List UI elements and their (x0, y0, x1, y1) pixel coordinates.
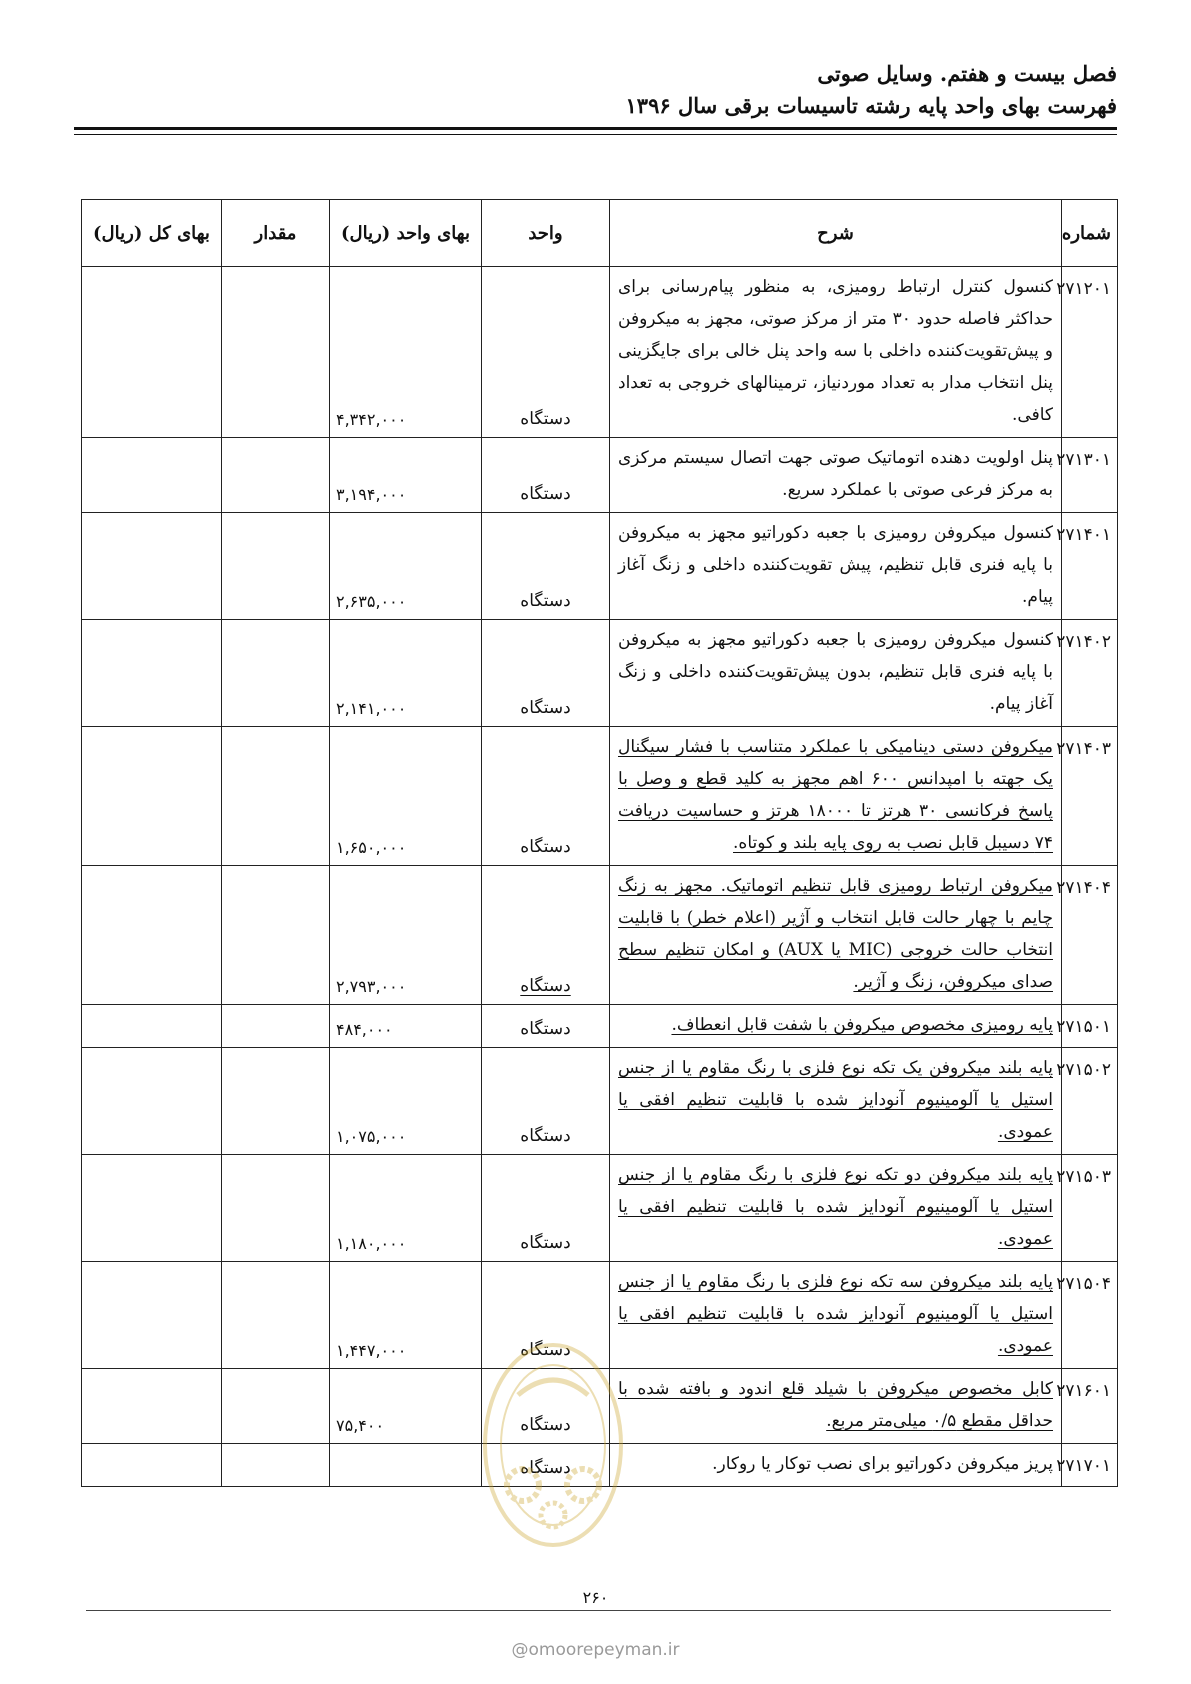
unit-price-cell: ۱,۰۷۵,۰۰۰ (330, 1048, 482, 1155)
description-cell: کابل مخصوص میکروفن با شیلد قلع اندود و بافته شده با حداقل مقطع ۰/۵ میلی‌متر مربع. (610, 1369, 1062, 1444)
table-row (82, 1262, 1118, 1369)
description-cell: پنل اولویت دهنده اتوماتیک صوتی جهت اتصال سیستم مرکزی به مرکز فرعی صوتی با عملکرد سریع. (610, 438, 1062, 513)
total-price-cell (82, 513, 222, 620)
column-header-unit: واحد (482, 200, 610, 267)
description-cell: پایه بلند میکروفن دو تکه نوع فلزی با رنگ مقاوم یا از جنس استیل یا آلومینیوم آنودایز شده با قابلیت تنظیم افقی یا عمودی. (610, 1155, 1062, 1262)
quantity-cell (222, 1155, 330, 1262)
quantity-cell (222, 620, 330, 727)
total-price-cell (82, 1262, 222, 1369)
unit-cell: دستگاه (482, 727, 610, 866)
unit-price-cell: ۴,۳۴۲,۰۰۰ (330, 267, 482, 438)
quantity-cell (222, 267, 330, 438)
total-price-cell (82, 1369, 222, 1444)
unit-cell: دستگاه (482, 267, 610, 438)
table-row (82, 1444, 1118, 1487)
total-price-cell (82, 1155, 222, 1262)
quantity-cell (222, 438, 330, 513)
code-cell: ۲۷۱۵۰۱ (1062, 1005, 1118, 1048)
unit-price-cell: ۱,۱۸۰,۰۰۰ (330, 1155, 482, 1262)
total-price-cell (82, 438, 222, 513)
table-row (82, 513, 1118, 620)
page-header (77, 58, 1117, 122)
price-list-table (81, 199, 1118, 1487)
code-cell: ۲۷۱۴۰۳ (1062, 727, 1118, 866)
description-cell: پریز میکروفن دکوراتیو برای نصب توکار یا روکار. (610, 1444, 1062, 1487)
unit-cell: دستگاه (482, 438, 610, 513)
total-price-cell (82, 727, 222, 866)
unit-price-cell: ۲,۶۳۵,۰۰۰ (330, 513, 482, 620)
unit-cell: دستگاه (482, 1048, 610, 1155)
unit-cell: دستگاه (482, 1262, 610, 1369)
table-row (82, 1005, 1118, 1048)
unit-price-cell: ۴۸۴,۰۰۰ (330, 1005, 482, 1048)
table-row (82, 1155, 1118, 1262)
unit-price-cell: ۲,۱۴۱,۰۰۰ (330, 620, 482, 727)
code-cell: ۲۷۱۴۰۱ (1062, 513, 1118, 620)
quantity-cell (222, 1262, 330, 1369)
unit-price-cell: ۲,۷۹۳,۰۰۰ (330, 866, 482, 1005)
description-cell: کنسول کنترل ارتباط رومیزی، به منظور پیام‌رسانی برای حداکثر فاصله حدود ۳۰ متر از مرکز صوتی، مجهز به میکروفن و پیش‌تقویت‌کننده داخلی با سه واحد پنل خالی برای جایگزینی پنل انتخاب مدار به تعداد موردنیاز، ترمینالهای خروجی به تعداد کافی. (610, 267, 1062, 438)
column-header-total-price: بهای کل (ریال) (82, 200, 222, 267)
quantity-cell (222, 1048, 330, 1155)
total-price-cell (82, 267, 222, 438)
quantity-cell (222, 1369, 330, 1444)
description-cell: میکروفن ارتباط رومیزی قابل تنظیم اتوماتیک. مجهز به زنگ چایم با چهار حالت قابل انتخاب و آژیر (اعلام خطر) با قابلیت انتخاب حالت خروجی (MIC یا AUX) و امکان تنظیم سطح صدای میکروفن، زنگ و آژیر. (610, 866, 1062, 1005)
column-header-code: شماره (1062, 200, 1118, 267)
total-price-cell (82, 866, 222, 1005)
unit-cell: دستگاه (482, 620, 610, 727)
unit-cell: دستگاه (482, 513, 610, 620)
unit-price-cell: ۱,۴۴۷,۰۰۰ (330, 1262, 482, 1369)
table-row (82, 267, 1118, 438)
description-cell: میکروفن دستی دینامیکی با عملکرد متناسب با فشار سیگنال یک جهته با امپدانس ۶۰۰ اهم مجهز به کلید قطع و وصل با پاسخ فرکانسی ۳۰ هرتز تا ۱۸۰۰۰ هرتز و حساسیت دریافت ۷۴ دسیبل قابل نصب به روی پایه بلند و کوتاه. (610, 727, 1062, 866)
footer-rule (86, 1610, 1111, 1611)
description-cell: پایه رومیزی مخصوص میکروفن با شفت قابل انعطاف. (610, 1005, 1062, 1048)
unit-price-cell (330, 1444, 482, 1487)
unit-cell: دستگاه (482, 1369, 610, 1444)
unit-price-cell: ۷۵,۴۰۰ (330, 1369, 482, 1444)
site-watermark-text: @omoorepeyman.ir (511, 1640, 680, 1660)
page-number: ۲۶۰ (582, 1588, 609, 1607)
unit-cell: دستگاه (482, 1155, 610, 1262)
unit-cell: دستگاه (482, 1005, 610, 1048)
code-cell: ۲۷۱۵۰۴ (1062, 1262, 1118, 1369)
code-cell: ۲۷۱۳۰۱ (1062, 438, 1118, 513)
header-rule-thick (74, 127, 1117, 130)
unit-cell: دستگاه (482, 866, 610, 1005)
code-cell: ۲۷۱۲۰۱ (1062, 267, 1118, 438)
code-cell: ۲۷۱۴۰۴ (1062, 866, 1118, 1005)
chapter-title: فصل بیست و هفتم. وسایل صوتی (817, 61, 1117, 86)
header-rule-thin (74, 134, 1117, 135)
table-row (82, 727, 1118, 866)
quantity-cell (222, 866, 330, 1005)
table-row (82, 438, 1118, 513)
total-price-cell (82, 1048, 222, 1155)
unit-price-cell: ۱,۶۵۰,۰۰۰ (330, 727, 482, 866)
quantity-cell (222, 1005, 330, 1048)
unit-cell: دستگاه (482, 1444, 610, 1487)
quantity-cell (222, 513, 330, 620)
document-subtitle: فهرست بهای واحد پایه رشته تاسیسات برقی سال ۱۳۹۶ (625, 93, 1117, 118)
description-cell: کنسول میکروفن رومیزی با جعبه دکوراتیو مجهز به میکروفن با پایه فنری قابل تنظیم، بدون پیش‌تقویت‌کننده داخلی و زنگ آغاز پیام. (610, 620, 1062, 727)
description-cell: پایه بلند میکروفن یک تکه نوع فلزی با رنگ مقاوم یا از جنس استیل یا آلومینیوم آنودایز شده با قابلیت تنظیم افقی یا عمودی. (610, 1048, 1062, 1155)
table-row (82, 1048, 1118, 1155)
table-body (82, 267, 1118, 1487)
code-cell: ۲۷۱۵۰۳ (1062, 1155, 1118, 1262)
code-cell: ۲۷۱۷۰۱ (1062, 1444, 1118, 1487)
table-header-row (82, 200, 1118, 267)
description-cell: پایه بلند میکروفن سه تکه نوع فلزی با رنگ مقاوم یا از جنس استیل یا آلومینیوم آنودایز شده با قابلیت تنظیم افقی یا عمودی. (610, 1262, 1062, 1369)
unit-price-cell: ۳,۱۹۴,۰۰۰ (330, 438, 482, 513)
total-price-cell (82, 1444, 222, 1487)
total-price-cell (82, 1005, 222, 1048)
quantity-cell (222, 727, 330, 866)
quantity-cell (222, 1444, 330, 1487)
table-row (82, 866, 1118, 1005)
total-price-cell (82, 620, 222, 727)
column-header-description: شرح (610, 200, 1062, 267)
code-cell: ۲۷۱۴۰۲ (1062, 620, 1118, 727)
column-header-quantity: مقدار (222, 200, 330, 267)
column-header-unit-price: بهای واحد (ریال) (330, 200, 482, 267)
table-row (82, 620, 1118, 727)
table-row (82, 1369, 1118, 1444)
code-cell: ۲۷۱۶۰۱ (1062, 1369, 1118, 1444)
code-cell: ۲۷۱۵۰۲ (1062, 1048, 1118, 1155)
description-cell: کنسول میکروفن رومیزی با جعبه دکوراتیو مجهز به میکروفن با پایه فنری قابل تنظیم، پیش تقویت‌کننده داخلی و زنگ آغاز پیام. (610, 513, 1062, 620)
